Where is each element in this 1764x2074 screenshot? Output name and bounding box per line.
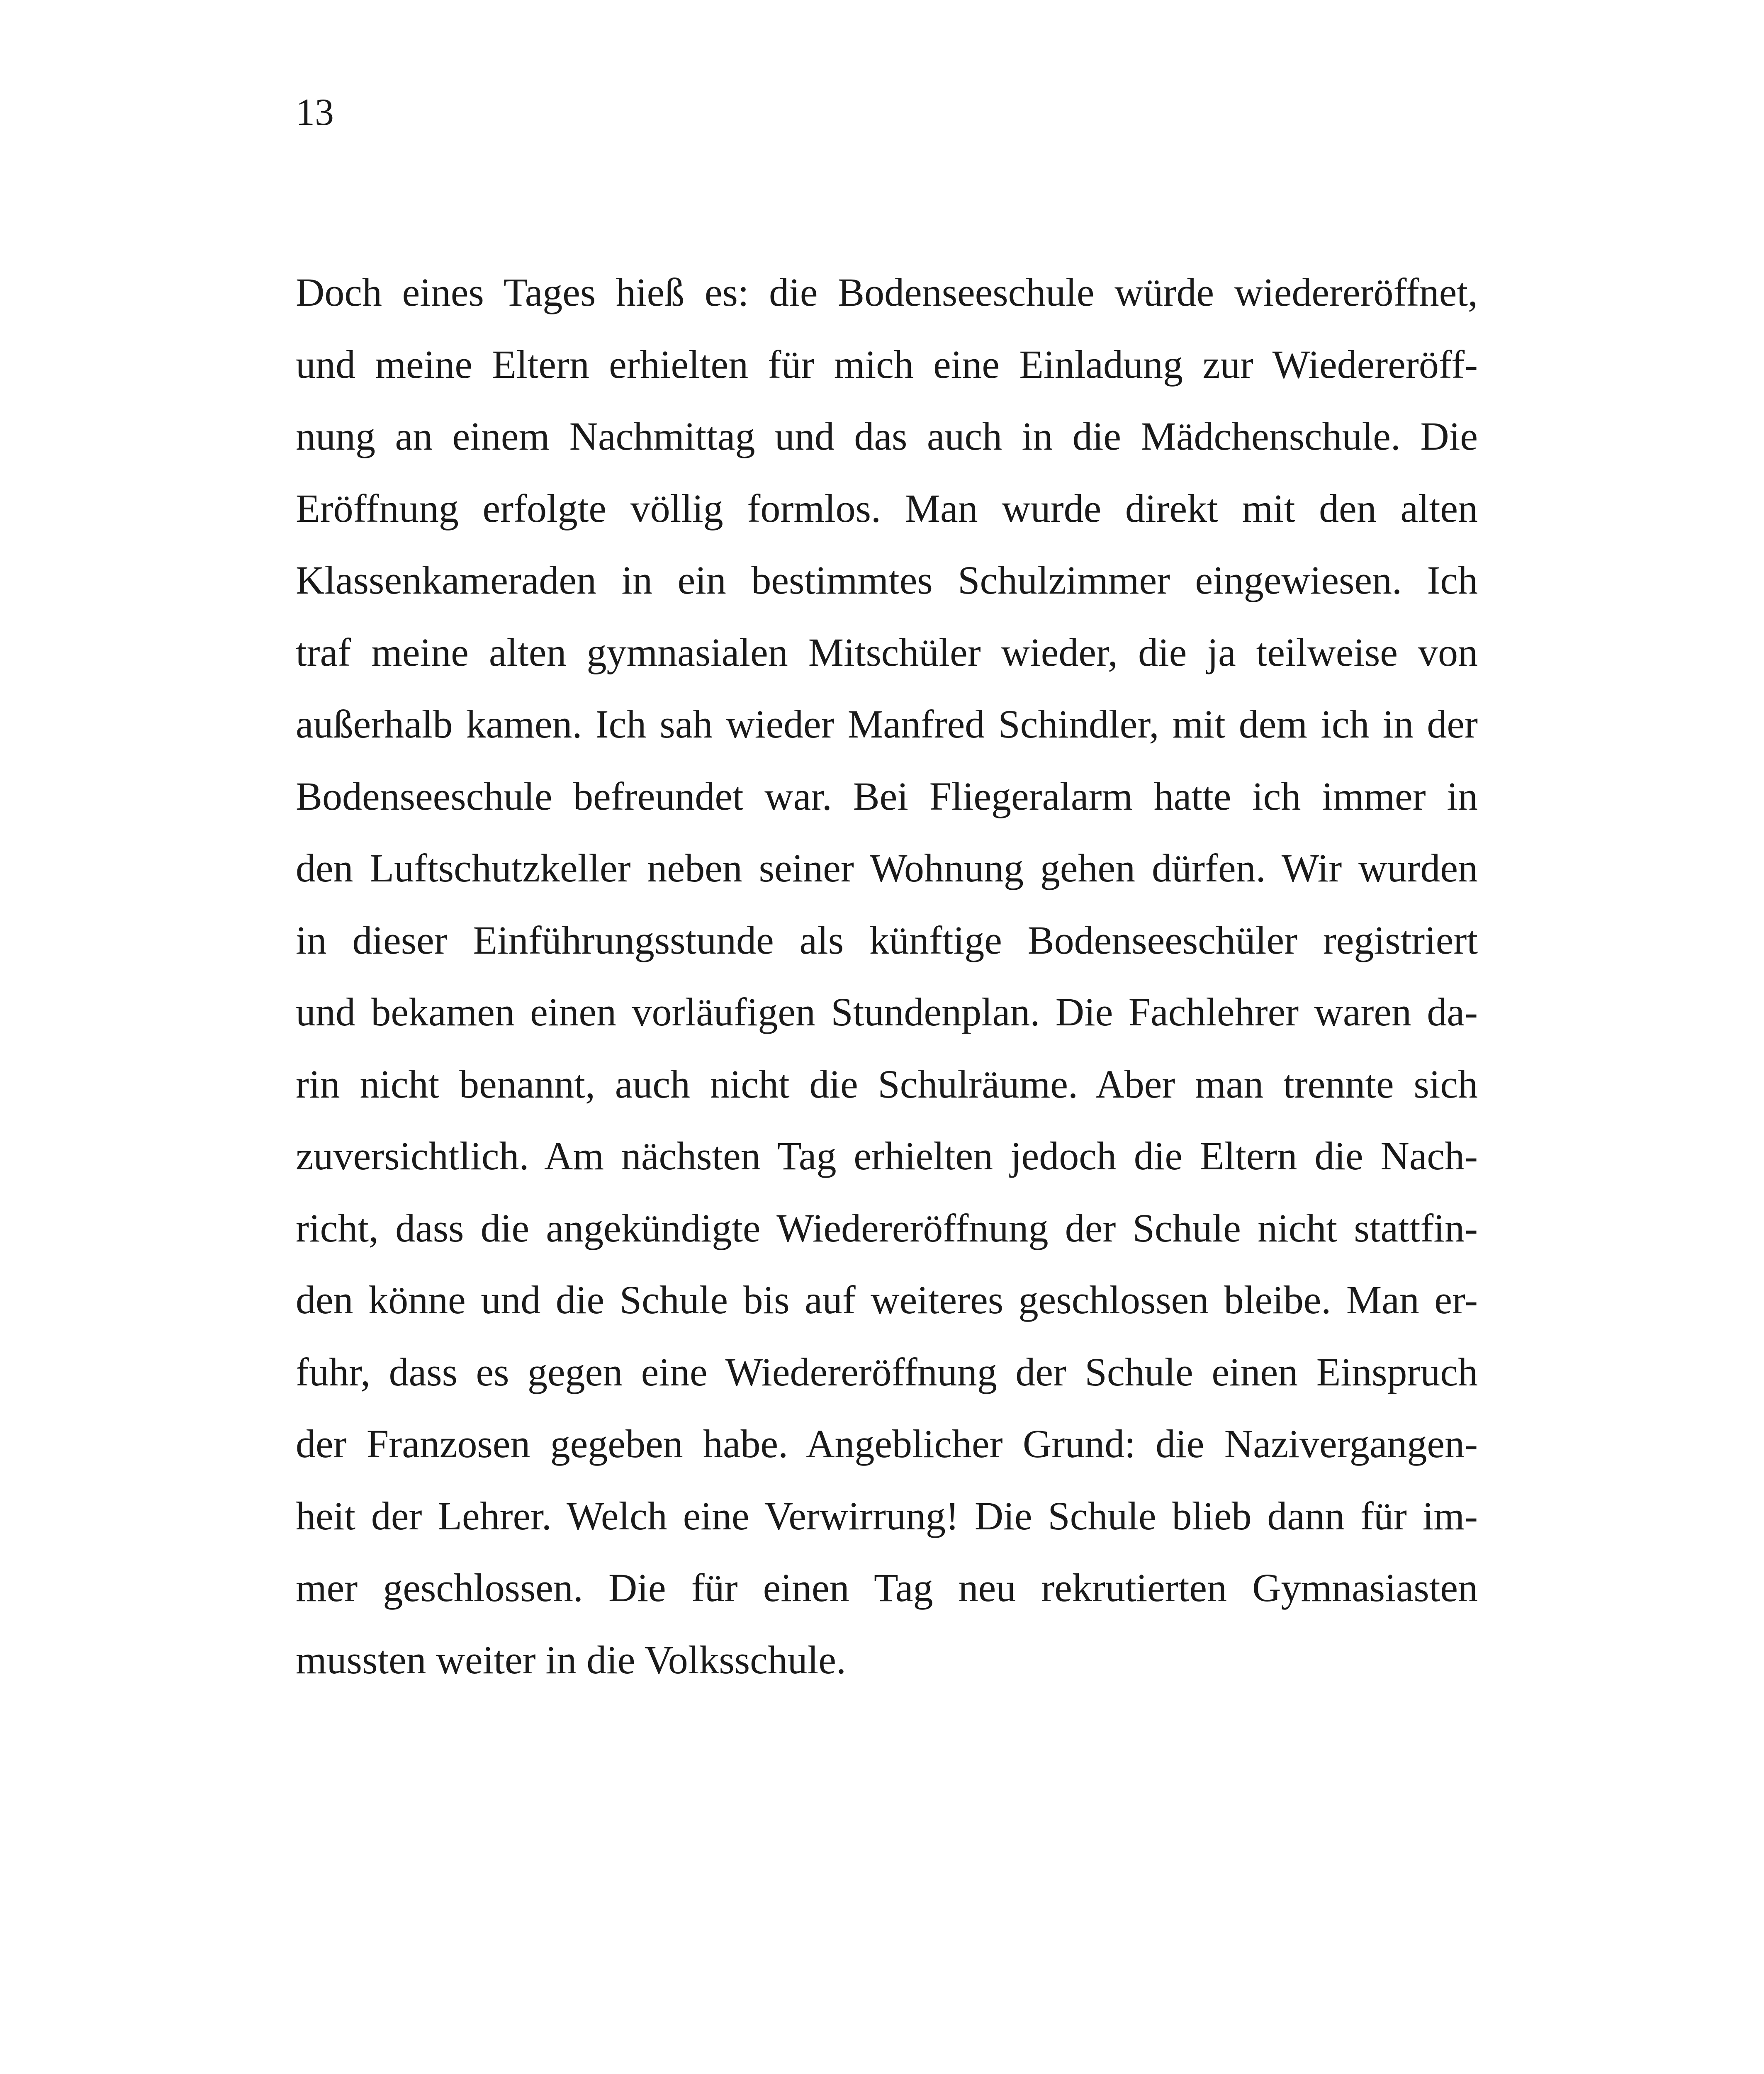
text-line: und bekamen einen vorläufigen Stundenplan. Die Fachlehrer waren da-	[296, 990, 1478, 1034]
text-line: den Luftschutzkeller neben seiner Wohnung gehen dürfen. Wir wurden	[296, 846, 1478, 890]
text-line: mer geschlossen. Die für einen Tag neu rekrutierten Gymnasiasten	[296, 1565, 1478, 1610]
text-line: Doch eines Tages hieß es: die Bodenseeschule würde wiedereröffnet,	[296, 270, 1478, 314]
text-line: in dieser Einführungsstunde als künftige Bodenseeschüler registriert	[296, 918, 1478, 962]
text-line: den könne und die Schule bis auf weiteres geschlossen bleibe. Man er-	[296, 1278, 1478, 1322]
text-line: heit der Lehrer. Welch eine Verwirrung! Die Schule blieb dann für im-	[296, 1493, 1478, 1538]
text-line: zuversichtlich. Am nächsten Tag erhielten jedoch die Eltern die Nach-	[296, 1134, 1478, 1178]
text-line: Bodenseeschule befreundet war. Bei Fliegeralarm hatte ich immer in	[296, 774, 1478, 818]
text-line: außerhalb kamen. Ich sah wieder Manfred Schindler, mit dem ich in der	[296, 702, 1478, 746]
text-line: und meine Eltern erhielten für mich eine Einladung zur Wiedereröff-	[296, 342, 1478, 387]
text-line: der Franzosen gegeben habe. Angeblicher Grund: die Nazivergangen-	[296, 1422, 1478, 1466]
text-line: nung an einem Nachmittag und das auch in die Mädchenschule. Die	[296, 414, 1478, 458]
text-line: mussten weiter in die Volksschule.	[296, 1637, 846, 1682]
page-number: 13	[296, 91, 334, 133]
text-line: Eröffnung erfolgte völlig formlos. Man wurde direkt mit den alten	[296, 486, 1478, 531]
text-line: traf meine alten gymnasialen Mitschüler wieder, die ja teilweise von	[296, 630, 1478, 674]
text-line: rin nicht benannt, auch nicht die Schulräume. Aber man trennte sich	[296, 1061, 1478, 1106]
text-line: Klassenkameraden in ein bestimmtes Schulzimmer eingewiesen. Ich	[296, 558, 1478, 602]
text-line: richt, dass die angekündigte Wiedereröffnung der Schule nicht stattfin-	[296, 1205, 1478, 1250]
text-line: fuhr, dass es gegen eine Wiedereröffnung der Schule einen Einspruch	[296, 1349, 1478, 1394]
body-paragraph	[296, 256, 1478, 1696]
